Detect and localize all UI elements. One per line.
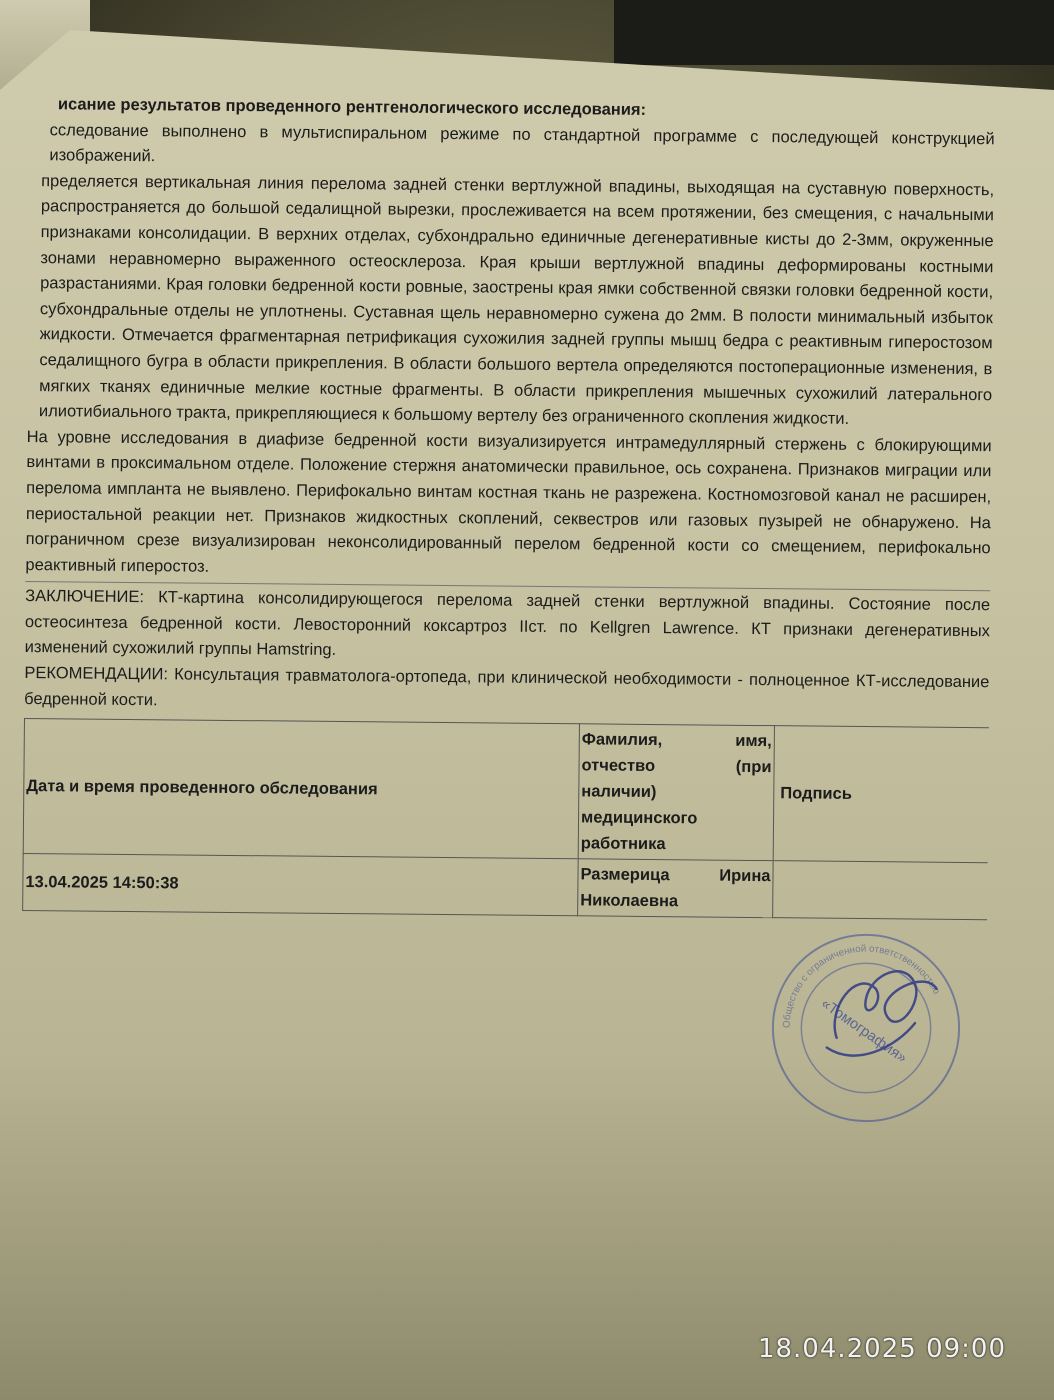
signature-table	[22, 718, 989, 920]
header-name: Фамилия, имя, отчество (при наличии) медицинского работника	[578, 724, 774, 861]
dark-background-corner	[614, 0, 1054, 65]
stamp-center-text: «Томография»	[818, 995, 910, 1067]
stamp-with-signature	[768, 930, 964, 1126]
cell-name: Размерица Ирина Николаевна	[578, 859, 774, 918]
document-content	[22, 92, 995, 920]
header-date: Дата и время проведенного обследования	[23, 719, 579, 859]
paragraph-findings-acetabulum: пределяется вертикальная линия перелома задней стенки вертлужной впадины, выходящая на суставную поверхность, распространяется до большой седалищной вырезки, прослеживается на всем протяжении, без смещения, с начальными признаками консолидации. В верхних отделах, субхондрально единичные дегенеративные кисты до 2-3мм, окруженные зонами неравномерно выраженного остеосклероза. Края крыши вертлужной впадины деформированы костными разрастаниями. Края головки бедренной кости ровные, заострены края ямки собственной связки головки бедренной кости, субхондральные отделы не уплотнены. Суставная щель неравномерно сужена до 2мм. В полости минимальный избыток жидкости. Отмечается фрагментарная петрификация сухожилия задней группы мышц бедра с реактивным гиперостозом седалищного бугра в области прикрепления. В области большого вертела определяются постоперационные изменения, в мягких тканях единичные мелкие костные фрагменты. В области прикрепления мышечных сухожилий латерального илиотибиального тракта, прикрепляющиеся к большому вертелу без ограниченного скопления жидкости.	[38, 171, 995, 429]
paragraph-method: сследование выполнено в мультиспиральном режиме по стандартной программе с последующей конструкцией изображений.	[49, 120, 995, 166]
conclusion-text: ЗАКЛЮЧЕНИЕ: КТ-картина консолидирующегося перелома задней стенки вертлужной впадины. Состояние после остеосинтеза бедренной кости. Левосторонний коксартроз IIст. по Kellgren Lawrence. КТ признаки дегенеративных изменений сухожилий группы Hamstring.	[24, 587, 991, 660]
table-header-row	[23, 719, 989, 863]
table-row	[23, 854, 988, 920]
recommendations-text: РЕКОМЕНДАЦИИ: Консультация травматолога-ортопеда, при клинической необходимости - полноценное КТ-исследование бедренной кости.	[24, 664, 990, 709]
header-signature: Подпись	[773, 726, 989, 863]
paragraph-findings-femur: На уровне исследования в диафизе бедренной кости визуализируется интрамедуллярный стержень с блокирующими винтами в проксимальном отделе. Положение стержня анатомически правильное, ось сохранена. Признаков миграции или перелома импланта не выявлено. Перифокально винтам костная ткань не разрежена. Костномозговой канал не расширен, периостальной реакции нет. Признаков жидкостных скоплений, секвестров или газовых пузырей не обнаружено. На пограничном срезе визуализирован неконсолидированный перелом бедренной кости со смещением, перифокально реактивный гиперостоз.	[25, 427, 992, 576]
cell-date: 13.04.2025 14:50:38	[23, 854, 579, 916]
stamp-ring-text: Общество с ограниченной ответственностью	[781, 943, 942, 1029]
section-heading: исание результатов проведенного рентгенологического исследования:	[57, 95, 647, 119]
cell-signature	[773, 861, 988, 920]
photo-timestamp: 18.04.2025 09:00	[757, 1334, 1006, 1364]
